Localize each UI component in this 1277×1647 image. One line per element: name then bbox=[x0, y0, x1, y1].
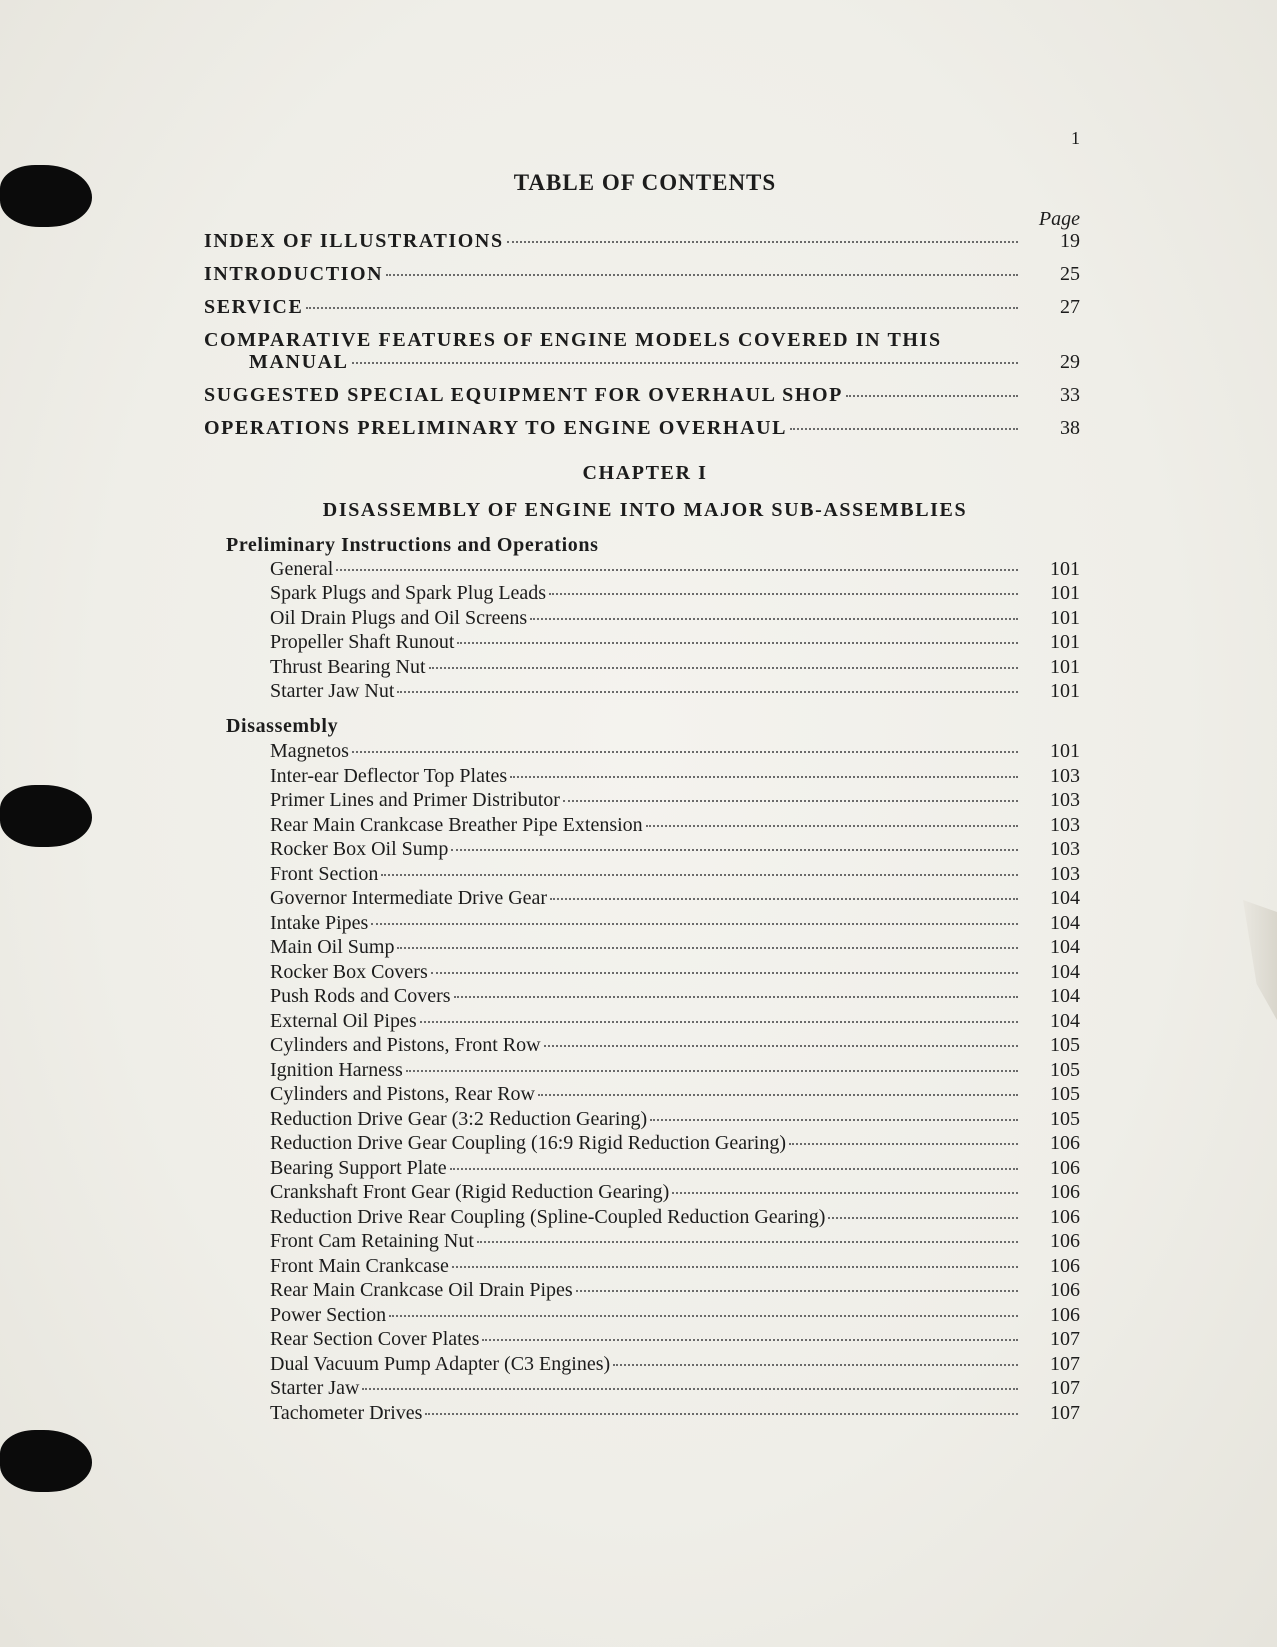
toc-entry-label: Dual Vacuum Pump Adapter (C3 Engines) bbox=[270, 1353, 611, 1375]
toc-entry[interactable] bbox=[270, 1230, 1080, 1253]
toc-entry[interactable] bbox=[270, 838, 1080, 861]
toc-entry-label: Oil Drain Plugs and Oil Screens bbox=[270, 607, 528, 629]
leader-dots bbox=[306, 307, 1018, 309]
leader-dots bbox=[336, 569, 1018, 571]
toc-entry[interactable] bbox=[270, 936, 1080, 959]
toc-entry-page: 105 bbox=[1050, 1108, 1080, 1130]
toc-entry[interactable] bbox=[270, 1402, 1080, 1425]
toc-entry-label: Reduction Drive Gear Coupling (16:9 Rigid Reduction Gearing) bbox=[270, 1132, 787, 1154]
toc-entry-page: 25 bbox=[1060, 263, 1080, 285]
toc-entry-page: 103 bbox=[1050, 765, 1080, 787]
toc-entry[interactable] bbox=[270, 765, 1080, 788]
leader-dots bbox=[425, 1413, 1018, 1415]
leader-dots bbox=[386, 274, 1018, 276]
toc-entry[interactable] bbox=[270, 1206, 1080, 1229]
toc-entry-label: INTRODUCTION bbox=[204, 263, 384, 285]
toc-entry-label: Cylinders and Pistons, Rear Row bbox=[270, 1083, 535, 1105]
leader-dots bbox=[482, 1339, 1018, 1341]
toc-entry-label: Governor Intermediate Drive Gear bbox=[270, 887, 548, 909]
toc-entry-page: 103 bbox=[1050, 814, 1080, 836]
leader-dots bbox=[613, 1364, 1018, 1366]
toc-entry-page: 104 bbox=[1050, 912, 1080, 934]
toc-entry-page: 107 bbox=[1050, 1353, 1080, 1375]
toc-entry-label: Cylinders and Pistons, Front Row bbox=[270, 1034, 541, 1056]
toc-entry-page: 106 bbox=[1050, 1206, 1080, 1228]
leader-dots bbox=[389, 1315, 1018, 1317]
toc-entry[interactable] bbox=[270, 789, 1080, 812]
toc-entry[interactable] bbox=[204, 296, 1080, 319]
leader-dots bbox=[371, 923, 1018, 925]
toc-entry-page: 103 bbox=[1050, 838, 1080, 860]
toc-entry[interactable] bbox=[270, 912, 1080, 935]
toc-entry-label: Push Rods and Covers bbox=[270, 985, 451, 1007]
toc-entry[interactable] bbox=[204, 263, 1080, 286]
toc-entry-label: External Oil Pipes bbox=[270, 1010, 417, 1032]
page-edge-tear bbox=[1243, 900, 1277, 1020]
toc-entry-page: 103 bbox=[1050, 789, 1080, 811]
leader-dots bbox=[550, 898, 1018, 900]
toc-entry[interactable] bbox=[270, 1132, 1080, 1155]
toc-entry-label: Rear Section Cover Plates bbox=[270, 1328, 480, 1350]
toc-entry-page: 38 bbox=[1060, 417, 1080, 439]
leader-dots bbox=[406, 1070, 1018, 1072]
toc-entry-page: 106 bbox=[1050, 1181, 1080, 1203]
toc-entry-page: 101 bbox=[1050, 631, 1080, 653]
toc-entry-label: Front Cam Retaining Nut bbox=[270, 1230, 474, 1252]
leader-dots bbox=[420, 1021, 1018, 1023]
toc-entry-label: Reduction Drive Rear Coupling (Spline-Coupled Reduction Gearing) bbox=[270, 1206, 826, 1228]
toc-entry[interactable] bbox=[270, 863, 1080, 886]
toc-entry-label: Tachometer Drives bbox=[270, 1402, 423, 1424]
section-heading: Disassembly bbox=[226, 715, 339, 737]
leader-dots bbox=[429, 667, 1018, 669]
toc-entry[interactable] bbox=[270, 985, 1080, 1008]
toc-entry-label: Thrust Bearing Nut bbox=[270, 656, 426, 678]
toc-entry[interactable] bbox=[270, 1255, 1080, 1278]
toc-entry[interactable] bbox=[270, 814, 1080, 837]
leader-dots bbox=[352, 751, 1018, 753]
leader-dots bbox=[450, 1168, 1018, 1170]
toc-entry[interactable] bbox=[270, 1279, 1080, 1302]
page-title: TABLE OF CONTENTS bbox=[513, 170, 777, 195]
toc-entry-page: 101 bbox=[1050, 680, 1080, 702]
toc-entry-page: 27 bbox=[1060, 296, 1080, 318]
toc-entry-page: 107 bbox=[1050, 1402, 1080, 1424]
leader-dots bbox=[789, 1143, 1018, 1145]
leader-dots bbox=[454, 996, 1018, 998]
toc-entry[interactable] bbox=[270, 961, 1080, 984]
toc-entry[interactable] bbox=[249, 351, 1080, 374]
toc-entry-page: 104 bbox=[1050, 936, 1080, 958]
leader-dots bbox=[477, 1241, 1018, 1243]
toc-entry[interactable] bbox=[270, 656, 1080, 679]
toc-entry[interactable] bbox=[270, 582, 1080, 605]
toc-entry-page: 33 bbox=[1060, 384, 1080, 406]
toc-entry-page: 105 bbox=[1050, 1034, 1080, 1056]
toc-entry-label: Intake Pipes bbox=[270, 912, 369, 934]
toc-entry-page: 106 bbox=[1050, 1279, 1080, 1301]
toc-entry[interactable] bbox=[270, 1328, 1080, 1351]
toc-entry-label: Spark Plugs and Spark Plug Leads bbox=[270, 582, 547, 604]
toc-entry[interactable] bbox=[270, 1181, 1080, 1204]
toc-entry-label: Power Section bbox=[270, 1304, 387, 1326]
page-number: 1 bbox=[1071, 128, 1080, 148]
toc-entry-page: 105 bbox=[1050, 1083, 1080, 1105]
toc-entry[interactable] bbox=[204, 230, 1080, 253]
leader-dots bbox=[457, 642, 1018, 644]
toc-entry-page: 104 bbox=[1050, 985, 1080, 1007]
toc-entry[interactable] bbox=[270, 1034, 1080, 1057]
toc-entry-page: 106 bbox=[1050, 1132, 1080, 1154]
toc-entry-label: Reduction Drive Gear (3:2 Reduction Gearing) bbox=[270, 1108, 648, 1130]
toc-entry[interactable] bbox=[270, 607, 1080, 630]
toc-entry-label: Inter-ear Deflector Top Plates bbox=[270, 765, 508, 787]
leader-dots bbox=[362, 1388, 1018, 1390]
toc-entry-label: Starter Jaw Nut bbox=[270, 680, 395, 702]
chapter-number: CHAPTER I bbox=[582, 462, 708, 484]
leader-dots bbox=[452, 1266, 1018, 1268]
toc-entry-page: 106 bbox=[1050, 1230, 1080, 1252]
leader-dots bbox=[352, 362, 1018, 364]
toc-entry-page: 105 bbox=[1050, 1059, 1080, 1081]
toc-entry[interactable] bbox=[270, 558, 1080, 581]
toc-entry-label: SUGGESTED SPECIAL EQUIPMENT FOR OVERHAUL SHOP bbox=[204, 384, 843, 406]
section-heading: Preliminary Instructions and Operations bbox=[226, 534, 599, 556]
leader-dots bbox=[510, 776, 1018, 778]
toc-entry-label: Primer Lines and Primer Distributor bbox=[270, 789, 560, 811]
toc-entry-label: Starter Jaw bbox=[270, 1377, 360, 1399]
leader-dots bbox=[397, 691, 1018, 693]
toc-entry-page: 104 bbox=[1050, 961, 1080, 983]
toc-entry-label: Ignition Harness bbox=[270, 1059, 403, 1081]
toc-entry[interactable] bbox=[270, 1010, 1080, 1033]
leader-dots bbox=[650, 1119, 1018, 1121]
toc-entry-page: 106 bbox=[1050, 1157, 1080, 1179]
toc-entry-page: 103 bbox=[1050, 863, 1080, 885]
leader-dots bbox=[544, 1045, 1018, 1047]
toc-entry-label: OPERATIONS PRELIMINARY TO ENGINE OVERHAUL bbox=[204, 417, 788, 439]
toc-entry-page: 19 bbox=[1060, 230, 1080, 252]
toc-entry-label: Magnetos bbox=[270, 740, 349, 762]
toc-entry-page: 104 bbox=[1050, 1010, 1080, 1032]
leader-dots bbox=[507, 241, 1018, 243]
toc-entry[interactable] bbox=[270, 1108, 1080, 1131]
toc-entry[interactable] bbox=[270, 1353, 1080, 1376]
toc-entry-page: 107 bbox=[1050, 1328, 1080, 1350]
toc-entry-page: 106 bbox=[1050, 1255, 1080, 1277]
toc-entry-page: 101 bbox=[1050, 656, 1080, 678]
leader-dots bbox=[538, 1094, 1018, 1096]
toc-entry-label: SERVICE bbox=[204, 296, 304, 318]
toc-entry-page: 101 bbox=[1050, 582, 1080, 604]
leader-dots bbox=[646, 825, 1018, 827]
toc-entry[interactable] bbox=[270, 887, 1080, 910]
chapter-title: DISASSEMBLY OF ENGINE INTO MAJOR SUB-ASSEMBLIES bbox=[322, 499, 968, 521]
toc-entry[interactable] bbox=[270, 631, 1080, 654]
leader-dots bbox=[576, 1290, 1018, 1292]
toc-entry[interactable] bbox=[270, 740, 1080, 763]
toc-entry[interactable] bbox=[270, 1304, 1080, 1327]
toc-entry-label: Front Section bbox=[270, 863, 379, 885]
leader-dots bbox=[828, 1217, 1018, 1219]
toc-entry[interactable] bbox=[270, 680, 1080, 703]
toc-entry-label: Rocker Box Oil Sump bbox=[270, 838, 449, 860]
toc-entry[interactable] bbox=[204, 417, 1080, 440]
toc-entry-label: Rear Main Crankcase Oil Drain Pipes bbox=[270, 1279, 573, 1301]
toc-entry-label: INDEX OF ILLUSTRATIONS bbox=[204, 230, 504, 252]
leader-dots bbox=[397, 947, 1018, 949]
toc-entry[interactable] bbox=[270, 1083, 1080, 1106]
toc-entry-page: 106 bbox=[1050, 1304, 1080, 1326]
leader-dots bbox=[790, 428, 1018, 430]
leader-dots bbox=[672, 1192, 1018, 1194]
toc-entry[interactable] bbox=[204, 384, 1080, 407]
toc-entry-label-line1[interactable]: COMPARATIVE FEATURES OF ENGINE MODELS COVERED IN THIS bbox=[204, 329, 942, 351]
binder-hole bbox=[0, 1430, 92, 1492]
toc-entry-label: MANUAL bbox=[249, 351, 349, 373]
leader-dots bbox=[530, 618, 1018, 620]
toc-entry-label: Front Main Crankcase bbox=[270, 1255, 449, 1277]
leader-dots bbox=[451, 849, 1018, 851]
leader-dots bbox=[549, 593, 1018, 595]
toc-entry[interactable] bbox=[270, 1157, 1080, 1180]
toc-entry-label: Rear Main Crankcase Breather Pipe Extension bbox=[270, 814, 643, 836]
toc-entry[interactable] bbox=[270, 1377, 1080, 1400]
toc-entry-page: 101 bbox=[1050, 558, 1080, 580]
toc-entry-label: General bbox=[270, 558, 334, 580]
toc-entry-page: 101 bbox=[1050, 607, 1080, 629]
binder-hole bbox=[0, 785, 92, 847]
toc-entry-label: Bearing Support Plate bbox=[270, 1157, 447, 1179]
toc-entry-page: 29 bbox=[1060, 351, 1080, 373]
toc-entry-label: Main Oil Sump bbox=[270, 936, 395, 958]
toc-entry-label: Crankshaft Front Gear (Rigid Reduction Gearing) bbox=[270, 1181, 670, 1203]
leader-dots bbox=[846, 395, 1018, 397]
toc-entry-page: 104 bbox=[1050, 887, 1080, 909]
toc-entry[interactable] bbox=[270, 1059, 1080, 1082]
toc-entry-label: Rocker Box Covers bbox=[270, 961, 428, 983]
toc-entry-label: Propeller Shaft Runout bbox=[270, 631, 455, 653]
toc-entry-page: 107 bbox=[1050, 1377, 1080, 1399]
leader-dots bbox=[563, 800, 1018, 802]
leader-dots bbox=[381, 874, 1018, 876]
toc-entry-page: 101 bbox=[1050, 740, 1080, 762]
leader-dots bbox=[431, 972, 1018, 974]
page-column-label: Page bbox=[1038, 208, 1080, 230]
